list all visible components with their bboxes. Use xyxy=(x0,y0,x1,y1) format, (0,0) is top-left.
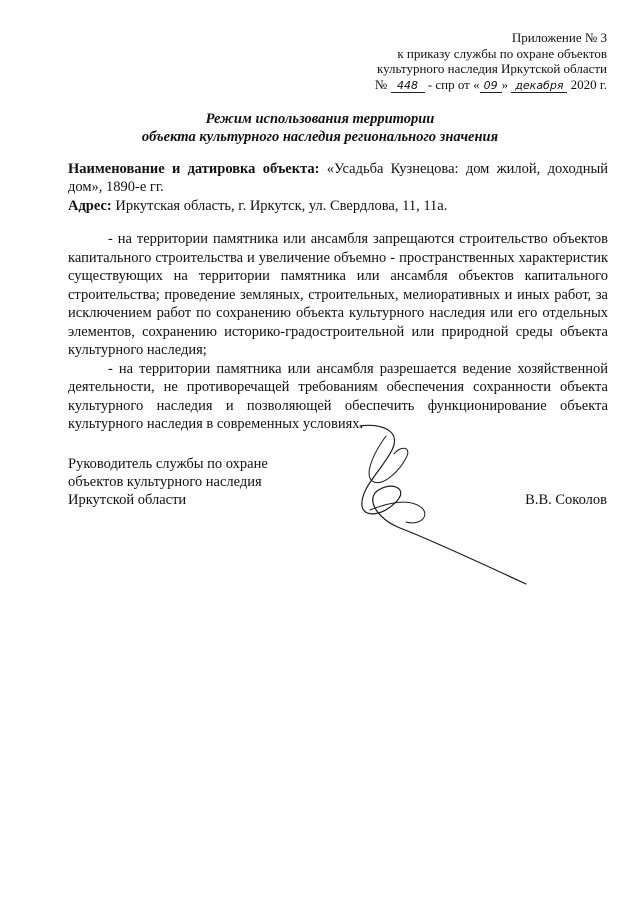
title-line-1: Режим использования территории xyxy=(205,111,435,127)
handwritten-signature xyxy=(330,418,530,588)
day-close-quote: » xyxy=(501,76,509,92)
paragraph-permissions: - на территории памятника или ансамбля разрешается ведение хозяйственной деятельности, не противоречащей требованиям обеспечения сохранности объекта культурного наследия и позволяющей обеспечить функционирование объекта культурного наследия в современных условиях. xyxy=(68,360,608,432)
number-prefix: № xyxy=(374,76,388,92)
signatory-line-2: объектов культурного наследия xyxy=(68,474,262,490)
paragraph-prohibitions: - на территории памятника или ансамбля запрещаются строительство объектов капитального строительства и увеличение объемно - пространственных характеристик существующих на территории памятника или ансамбля объектов капитального строительства; проведение земляных, строительных, мелиоративных и иных работ, за исключением работ по сохранению объекта культурного наследия или его отдельных элементов, сохранению историко-градостроительной или природной среды объекта культурного наследия; xyxy=(68,231,608,358)
address-block xyxy=(68,197,608,215)
order-day-handwritten: 09 xyxy=(480,80,502,93)
signatory-title xyxy=(68,455,268,509)
object-name-block xyxy=(68,160,608,196)
signatory-line-1: Руководитель службы по охране xyxy=(68,456,268,472)
regime-text xyxy=(68,230,608,434)
title-line-2: объекта культурного наследия регионального значения xyxy=(141,129,499,145)
signatory-line-3: Иркутской области xyxy=(68,492,187,508)
appendix-line-1: Приложение № 3 xyxy=(511,30,607,45)
appendix-line-3: культурного наследия Иркутской области xyxy=(376,61,607,76)
address-value: Иркутская область, г. Иркутск, ул. Свердлова, 11, 11а. xyxy=(115,198,448,214)
appendix-line-2: к приказу службы по охране объектов xyxy=(397,45,607,61)
object-label: Наименование и датировка объекта: xyxy=(68,161,320,177)
order-month-handwritten: декабря xyxy=(511,80,567,93)
appendix-header xyxy=(375,30,607,93)
order-year: 2020 г. xyxy=(570,76,607,92)
address-label: Адрес: xyxy=(68,198,112,214)
signatory-name: В.В. Соколов xyxy=(525,492,607,508)
document-title xyxy=(0,110,640,146)
object-value: «Усадьба Кузнецова: дом жилой, доходный дом», 1890-е гг. xyxy=(68,161,609,195)
appendix-order-number-line xyxy=(375,77,607,93)
number-suffix: - спр от « xyxy=(427,76,480,92)
order-number-handwritten: 448 xyxy=(391,80,425,93)
